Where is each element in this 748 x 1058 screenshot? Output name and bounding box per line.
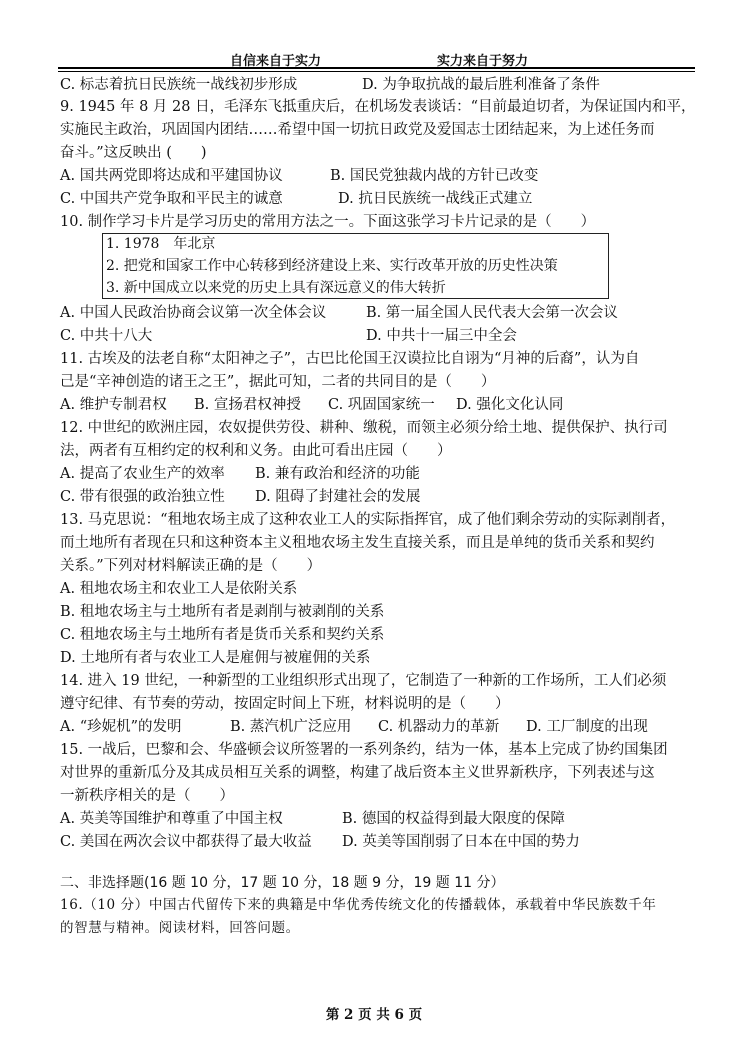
q9-option-d: D. 抗日民族统一战线正式建立 [338,191,533,207]
study-card-line: 1. 1978 年北京 [106,236,216,252]
q9-stem-line3: 奋斗。”这反映出 ( ) [60,145,207,161]
q11-stem-line1: 11. 古埃及的法老自称“太阳神之子”，古巴比伦国王汉谟拉比自诩为“月神的后裔”，认为自 [60,351,640,367]
q16-stem-line1: 16.（10 分）中国古代留传下来的典籍是中华优秀传统文化的传播载体，承载着中华民族数千年 [60,897,657,913]
q13-stem-line1: 13. 马克思说：“租地农场主成了这种农业工人的实际指挥官，成了他们剩余劳动的实际剥削者， [60,512,676,528]
study-card-line: 2. 把党和国家工作中心转移到经济建设上来、实行改革开放的历史性决策 [106,258,558,274]
q12-option-a: A. 提高了农业生产的效率 [60,466,225,482]
q11-option-a: A. 维护专制君权 [60,397,167,413]
q11-option-d: D. 强化文化认同 [456,397,564,413]
q9-option-a: A. 国共两党即将达成和平建国协议 [60,168,283,184]
q9-option-b: B. 国民党独裁内战的方针已改变 [330,168,539,184]
q11-option-c: C. 巩固国家统一 [328,397,435,413]
header-motto-left: 自信来自于实力 [230,54,322,69]
q14-stem-line2: 遵守纪律、有节奏的劳动，按固定时间上下班，材料说明的是（ ） [60,696,510,712]
q13-option-d: D. 土地所有者与农业工人是雇佣与被雇佣的关系 [60,650,371,666]
section-title: 二、非选择题(16 题 10 分，17 题 10 分，18 题 9 分，19 题 11 分） [60,875,505,891]
q14-stem-line1: 14. 进入 19 世纪，一种新型的工业组织形式出现了，它制造了一种新的工作场所，工人们必须 [60,673,667,689]
q14-option-d: D. 工厂制度的出现 [526,719,648,735]
q15-option-c: C. 美国在两次会议中都获得了最大收益 [60,834,312,850]
q13-option-b: B. 租地农场主与土地所有者是剥削与被剥削的关系 [60,604,385,620]
q13-option-a: A. 租地农场主和农业工人是依附关系 [60,581,298,597]
header-motto-right: 实力来自于努力 [437,54,529,69]
q8-option-c: C. 标志着抗日民族统一战线初步形成 [60,77,298,93]
q10-stem: 10. 制作学习卡片是学习历史的常用方法之一。下面这张学习卡片记录的是（ ） [60,214,596,230]
q8-option-d: D. 为争取抗战的最后胜利准备了条件 [362,77,600,93]
q12-stem-line1: 12. 中世纪的欧洲庄园，农奴提供劳役、耕种、缴税，而领主必须分给土地、提供保护、执行司 [60,420,668,436]
q10-option-a: A. 中国人民政治协商会议第一次全体会议 [60,305,327,321]
q13-stem-line2: 而土地所有者现在只和这种资本主义租地农场主发生直接关系，而且是单纯的货币关系和契约 [60,535,655,551]
q12-stem-line2: 法，两者有互相约定的权利和义务。由此可看出庄园（ ） [60,443,452,459]
q14-option-b: B. 蒸汽机广泛应用 [230,719,352,735]
q11-option-b: B. 宣扬君权神授 [194,397,301,413]
q10-option-c: C. 中共十八大 [60,328,153,344]
q15-option-d: D. 英美等国削弱了日本在中国的势力 [342,834,580,850]
q10-option-b: B. 第一届全国人民代表大会第一次会议 [366,305,618,321]
q12-option-c: C. 带有很强的政治独立性 [60,489,225,505]
page-number: 第 2 页 共 6 页 [325,1007,423,1023]
q15-stem-line3: 一新秩序相关的是（ ） [60,788,234,804]
q15-option-b: B. 德国的权益得到最大限度的保障 [342,811,565,827]
header-rule-thick [58,67,695,69]
q13-option-c: C. 租地农场主与土地所有者是货币关系和契约关系 [60,627,385,643]
q9-stem-line2: 实施民主政治，巩固国内团结……希望中国一切抗日政党及爱国志士团结起来，为上述任务而 [60,122,655,138]
q15-stem-line2: 对世界的重新瓜分及其成员相互关系的调整，构建了战后资本主义世界新秩序，下列表述与这 [60,765,655,781]
q13-stem-line3: 关系。”下列对材料解读正确的是（ ） [60,558,322,574]
q12-option-b: B. 兼有政治和经济的功能 [255,466,420,482]
q15-option-a: A. 英美等国维护和尊重了中国主权 [60,811,283,827]
q11-stem-line2: 己是“辛神创造的诸王之王”，据此可知，二者的共同目的是（ ） [60,374,496,390]
study-card-line: 3. 新中国成立以来党的历史上具有深远意义的伟大转折 [106,280,446,296]
q9-option-c: C. 中国共产党争取和平民主的诚意 [60,191,283,207]
study-card [102,233,609,299]
q15-stem-line1: 15. 一战后，巴黎和会、华盛顿会议所签署的一系列条约，结为一体，基本上完成了协约国集团 [60,742,668,758]
header-rule-thin [58,71,695,72]
q16-stem-line2: 的智慧与精神。阅读材料，回答问题。 [60,920,300,936]
q14-option-a: A. “珍妮机”的发明 [60,719,182,735]
q12-option-d: D. 阻碍了封建社会的发展 [255,489,421,505]
q9-stem-line1: 9. 1945 年 8 月 28 日，毛泽东飞抵重庆后，在机场发表谈话：“目前最迫切者，为保证国内和平， [60,99,696,115]
q10-option-d: D. 中共十一届三中全会 [366,328,517,344]
q14-option-c: C. 机器动力的革新 [378,719,500,735]
